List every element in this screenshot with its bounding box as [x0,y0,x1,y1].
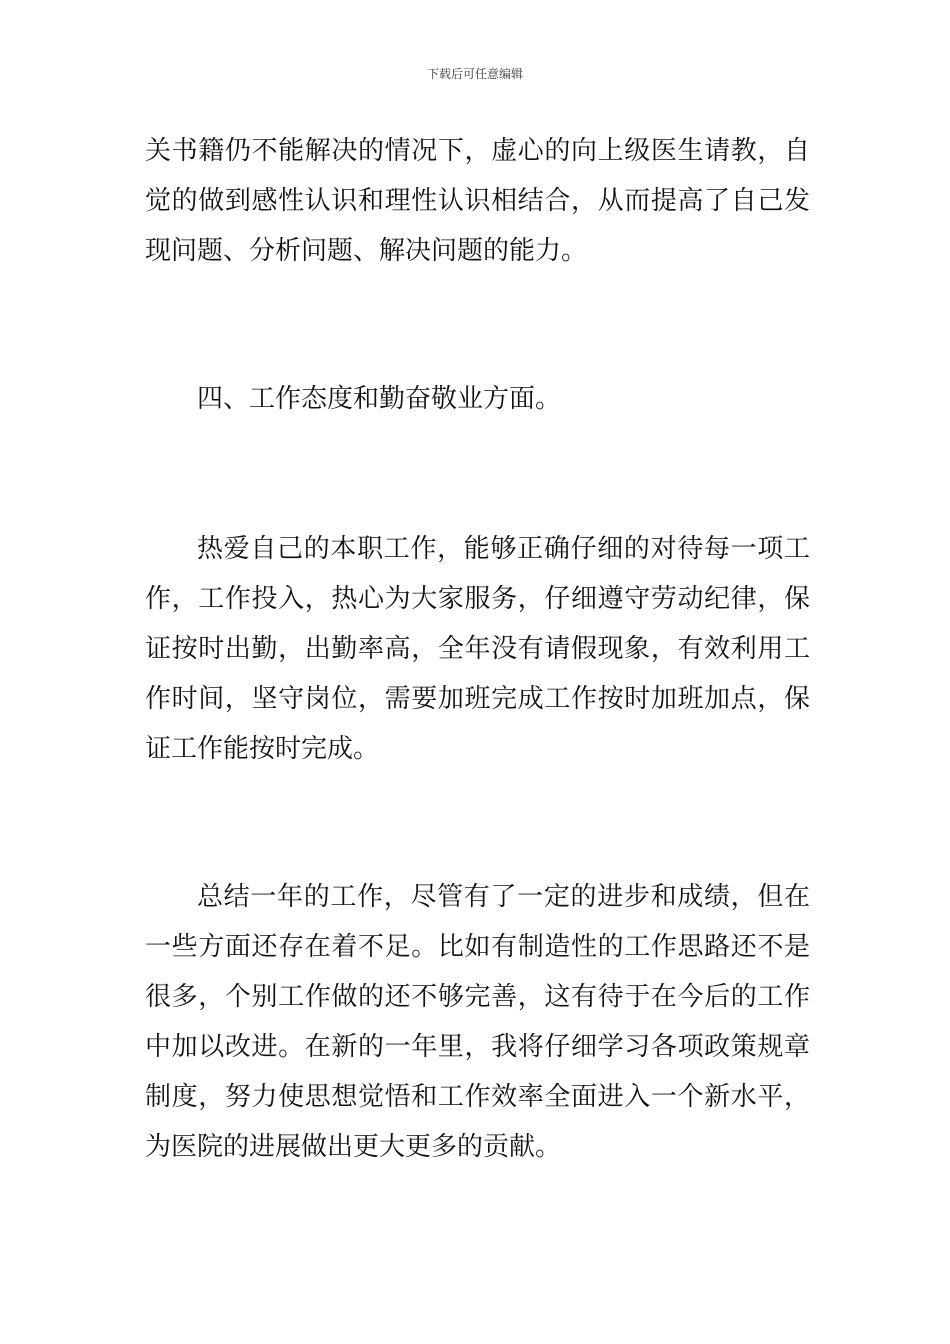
paragraph-continuation: 关书籍仍不能解决的情况下，虚心的向上级医生请教，自觉的做到感性认识和理性认识相结合，从而提高了自己发现问题、分析问题、解决问题的能力。 [145,136,810,266]
paragraph-summary: 总结一年的工作，尽管有了一定的进步和成绩，但在一些方面还存在着不足。比如有制造性的工作思路还不是很多，个别工作做的还不够完善，这有待于在今后的工作中加以改进。在新的一年里，我将仔细学习各项政策规章制度，努力使思想觉悟和工作效率全面进入一个新水平，为医院的进展做出更大更多的贡献。 [145,882,810,1162]
paragraph-work-attitude: 热爱自己的本职工作，能够正确仔细的对待每一项工作，工作投入，热心为大家服务，仔细遵守劳动纪律，保证按时出勤，出勤率高，全年没有请假现象，有效利用工作时间，坚守岗位，需要加班完成工作按时加班加点，保证工作能按时完成。 [145,534,810,764]
page-header: 下载后可任意编辑 [426,67,523,81]
section-heading: 四、工作态度和勤奋敬业方面。 [197,384,562,414]
